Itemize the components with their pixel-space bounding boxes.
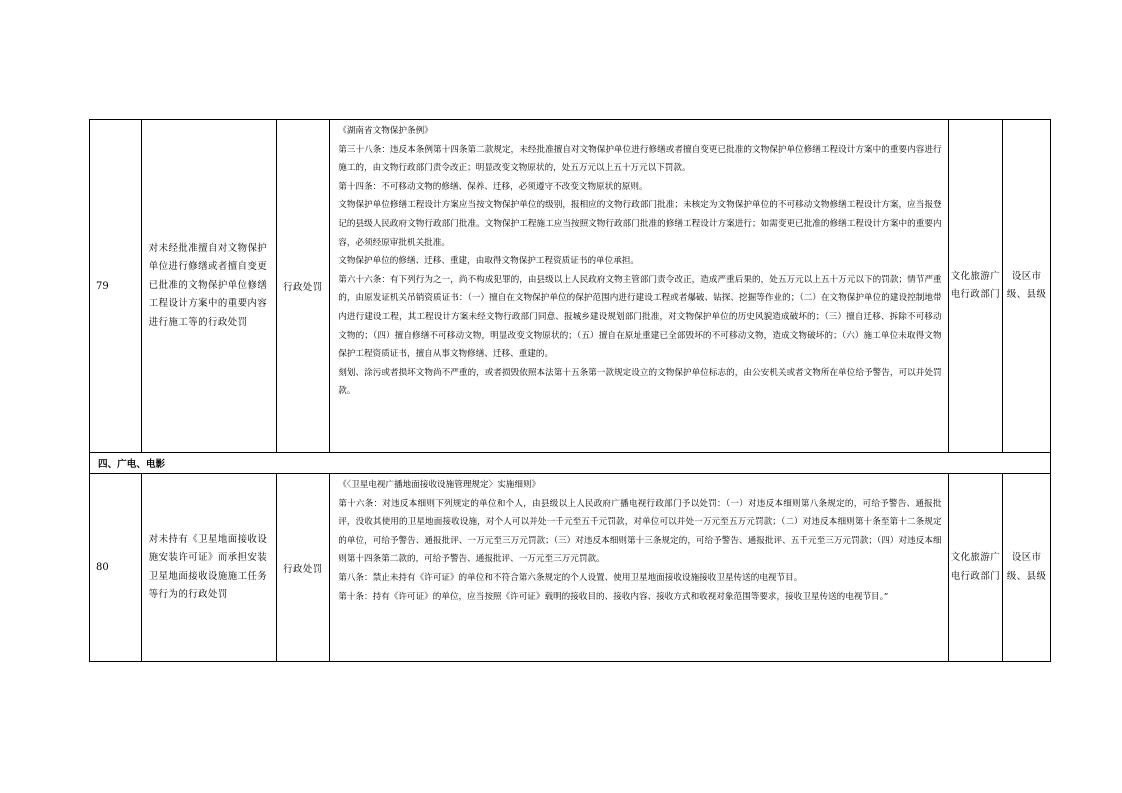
basis-paragraph: 文物保护单位修缮工程设计方案应当按文物保护单位的级别，报相应的文物行政部门批准；未核定为文物保护单位的不可移动文物修缮工程设计方案，应当报登记的县级人民政府文物行政部门批准。文物保护工程施工应当按照文物行政部门批准的修缮工程设计方案进行；如需变更已批准的修缮工程设计方案中的重要内容，必须经原审批机关批准。 bbox=[338, 200, 942, 248]
responsible-department: 文化旅游广电行政部门 bbox=[948, 474, 1003, 662]
item-type: 行政处罚 bbox=[276, 120, 330, 453]
basis-paragraph: 第十四条：不可移动文物的修缮、保养、迁移，必须遵守不改变文物原状的原则。 bbox=[338, 181, 648, 192]
row-number: 79 bbox=[90, 120, 142, 453]
basis-paragraph: 第三十八条：违反本条例第十四条第二款规定，未经批准擅自对文物保护单位进行修缮或者擅自变更已批准的文物保护单位修缮工程设计方案中的重要内容进行施工的，由文物行政部门责令改正；明显改变文物原状的，处五万元以上五十万元以下罚款。 bbox=[338, 144, 942, 174]
item-name: 对未持有《卫星地面接收设施安装许可证》而承担安装卫星地面接收设施施工任务等行为的行政处罚 bbox=[141, 474, 276, 662]
authority-table bbox=[89, 119, 1051, 662]
table-row bbox=[90, 120, 1051, 453]
table-row bbox=[90, 474, 1051, 662]
row-number: 80 bbox=[90, 474, 142, 662]
basis-paragraph: 《湖南省文物保护条例》 bbox=[338, 126, 433, 136]
legal-basis bbox=[330, 474, 948, 662]
section-heading: 四、广电、电影 bbox=[90, 453, 1051, 474]
basis-paragraph: 刻划、涂污或者损坏文物尚不严重的，或者损毁依照本法第十五条第一款规定设立的文物保护单位标志的，由公安机关或者文物所在单位给予警告，可以并处罚款。 bbox=[338, 367, 942, 397]
administrative-level: 设区市级、县级 bbox=[1003, 120, 1051, 453]
administrative-level: 设区市级、县级 bbox=[1003, 474, 1051, 662]
basis-paragraph: 第十六条：对违反本细则下列规定的单位和个人，由县级以上人民政府广播电视行政部门予以处罚：（一）对违反本细则第八条规定的，可给予警告、通报批评，没收其使用的卫星地面接收设施，对个人可以并处一千元至五千元罚款，对单位可以并处一万元至五万元罚款；（二）对违反本细则第十条至第十二条规定的单位，可给予警告、通报批评、一万元至三万元罚款；（三）对违反本细则第十三条规定的，可给予警告、通报批评、五千元至三万元罚款；（四）对违反本细则第十四条第二款的，可给予警告、通报批评、一万元至三万元罚款。 bbox=[338, 498, 942, 565]
basis-paragraph: 第八条：禁止未持有《许可证》的单位和不符合第六条规定的个人设置、使用卫星地面接收设施接收卫星传送的电视节目。 bbox=[338, 572, 803, 583]
item-name: 对未经批准擅自对文物保护单位进行修缮或者擅自变更已批准的文物保护单位修缮工程设计方案中的重要内容进行施工等的行政处罚 bbox=[141, 120, 276, 453]
basis-paragraph: 第六十六条：有下列行为之一，尚不构成犯罪的，由县级以上人民政府文物主管部门责令改正，造成严重后果的，处五万元以上五十万元以下的罚款；情节严重的，由原发证机关吊销资质证书：（一）擅自在文物保护单位的保护范围内进行建设工程或者爆破、钻探、挖掘等作业的；（二）在文物保护单位的建设控制地带内进行建设工程，其工程设计方案未经文物行政部门同意、报城乡建设规划部门批准，对文物保护单位的历史风貌造成破坏的；（三）擅自迁移、拆除不可移动文物的；（四）擅自修缮不可移动文物，明显改变文物原状的；（五）擅自在原址重建已全部毁坏的不可移动文物，造成文物破坏的；（六）施工单位未取得文物保护工程资质证书，擅自从事文物修缮、迁移、重建的。 bbox=[338, 274, 942, 360]
basis-paragraph: 第十条：持有《许可证》的单位，应当按照《许可证》载明的接收目的、接收内容、接收方式和收视对象范围等要求，接收卫星传送的电视节目。” bbox=[338, 591, 889, 602]
basis-paragraph: 《〈卫星电视广播地面接收设施管理规定〉实施细则》 bbox=[338, 480, 541, 490]
item-type: 行政处罚 bbox=[276, 474, 330, 662]
responsible-department: 文化旅游广电行政部门 bbox=[948, 120, 1003, 453]
legal-basis bbox=[330, 120, 948, 453]
section-row bbox=[90, 453, 1051, 474]
basis-paragraph: 文物保护单位的修缮、迁移、重建，由取得文物保护工程资质证书的单位承担。 bbox=[338, 256, 640, 267]
